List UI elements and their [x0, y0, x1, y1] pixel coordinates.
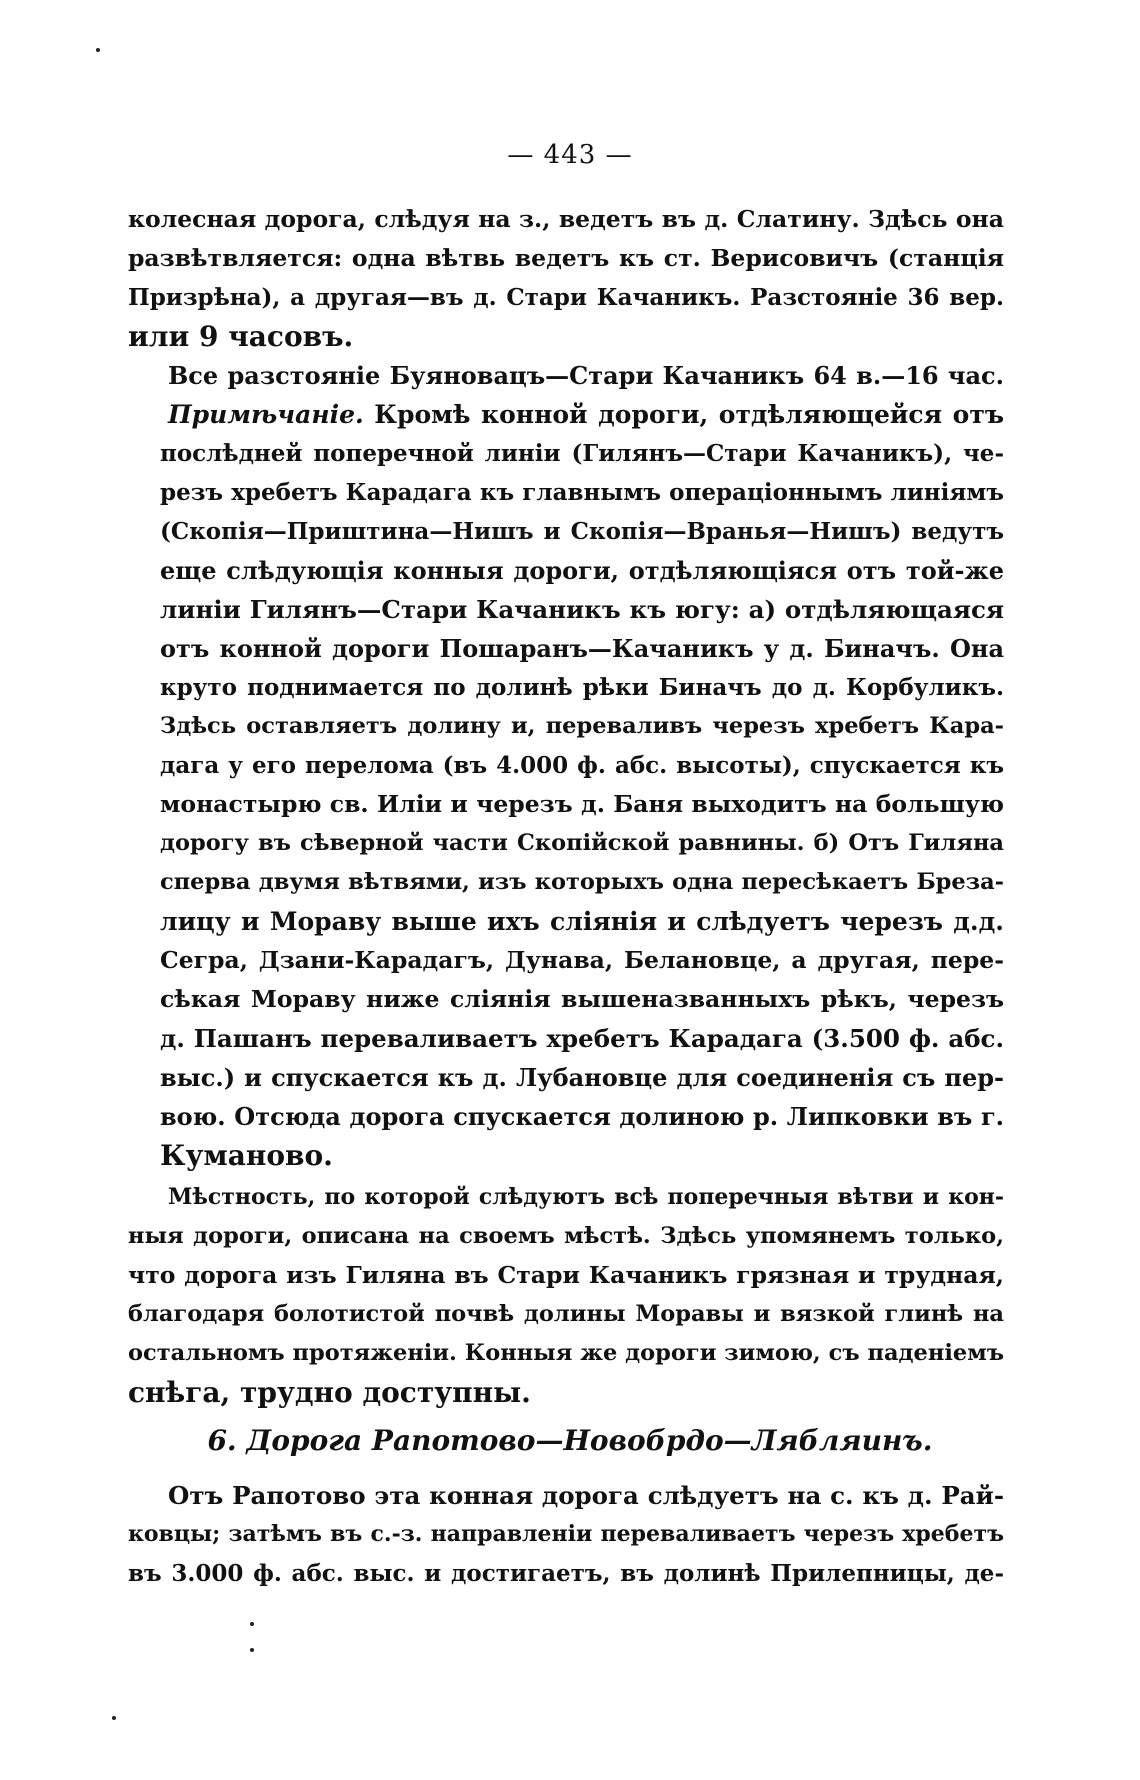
text-line: колесная дорога, слѣдуя на з., ведетъ въ д. Слатину. Здѣсь она [128, 205, 1004, 233]
text-line: линіи Гилянъ—Стари Качаникъ къ югу: а) отдѣляющаяся [160, 595, 1004, 624]
text-line: д. Пашанъ переваливаетъ хребетъ Карадага (3.500 ф. абс. [160, 1024, 1004, 1053]
text-line: Мѣстность, по которой слѣдуютъ всѣ поперечныя вѣтви и кон- [168, 1184, 1004, 1210]
text-line: дага у его перелома (въ 4.000 ф. абс. высоты), спускается къ [160, 752, 1004, 779]
text-line: (Скопія—Приштина—Нишъ и Скопія—Вранья—Нишъ) ведутъ [160, 518, 1004, 545]
paragraph-1 [128, 200, 1004, 356]
paragraph-4 [128, 1476, 1004, 1593]
text-line: Куманово. [160, 1139, 333, 1172]
text-line: монастырю св. Иліи и черезъ д. Баня выходитъ на большую [160, 790, 1004, 818]
text-line: что дорога изъ Гиляна въ Стари Качаникъ грязная и трудная, [128, 1261, 1004, 1289]
text-line: остальномъ протяженіи. Конныя же дороги зимою, съ паденіемъ [128, 1340, 1004, 1366]
text-line: лицу и Мораву выше ихъ сліянія и слѣдуетъ черезъ д.д. [160, 907, 1004, 936]
text-line: отъ конной дороги Пошаранъ—Качаникъ у д. Биначъ. Она [160, 634, 1004, 663]
text-line: Здѣсь оставляетъ долину и, переваливъ черезъ хребетъ Кара- [160, 713, 1004, 739]
note-label: Примѣчаніе. [168, 400, 364, 429]
scan-speck [112, 1716, 116, 1720]
scan-speck [250, 1648, 254, 1652]
text-line: резъ хребетъ Карадага къ главнымъ операціоннымъ линіямъ [160, 479, 1004, 506]
section-heading: 6. Дорога Рапотово—Новобрдо—Лябляинъ. [207, 1424, 933, 1457]
text-line: еще слѣдующія конныя дороги, отдѣляющіяся отъ той-же [160, 556, 1004, 585]
text-line: вою. Отсюда дорога спускается долиною р. Липковки въ г. [160, 1102, 1004, 1131]
text-line: или 9 часовъ. [128, 320, 354, 353]
text-line: дорогу въ сѣверной части Скопійской равнины. б) Отъ Гиляна [160, 830, 1004, 856]
text-line: сѣкая Мораву ниже сліянія вышеназванныхъ рѣкъ, черезъ [160, 985, 1004, 1013]
text-line: послѣдней поперечной линіи (Гилянъ—Стари Качаникъ), че- [160, 440, 1004, 467]
scan-speck [96, 48, 100, 52]
text-line: сперва двумя вѣтвями, изъ которыхъ одна пересѣкаетъ Бреза- [160, 869, 1004, 895]
scan-speck [250, 1622, 254, 1626]
note-first-line [128, 395, 1004, 434]
text-line: выс.) и спускается къ д. Лубановце для соединенія съ пер- [160, 1063, 1004, 1092]
text-line: снѣга, трудно доступны. [128, 1376, 531, 1409]
text-line: Сегра, Дзани-Карадагъ, Дунава, Белановце, а другая, пере- [160, 946, 1004, 974]
text-line: въ 3.000 ф. абс. выс. и достигаетъ, въ долинѣ Прилепницы, де- [128, 1560, 1004, 1587]
text-line: ныя дороги, описана на своемъ мѣстѣ. Здѣсь упомянемъ только, [128, 1223, 1004, 1249]
note-first-line-text: Кромѣ конной дороги, отдѣляющейся отъ [374, 400, 1004, 429]
text-line: ковцы; затѣмъ въ с.-з. направленіи переваливаетъ черезъ хребетъ [128, 1521, 1004, 1547]
paragraph-2 [128, 356, 1004, 395]
text-line: Все разстояніе Буяновацъ—Стари Качаникъ 64 в.—16 час. [168, 361, 1004, 390]
text-line: благодаря болотистой почвѣ долины Моравы и вязкой глинѣ на [128, 1301, 1004, 1327]
text-line: круто поднимается по долинѣ рѣки Биначъ до д. Корбуликъ. [160, 674, 1004, 701]
note-paragraph [128, 395, 1004, 1175]
page-number: — 443 — [507, 140, 633, 170]
paragraph-3 [128, 1178, 1004, 1412]
text-line: развѣтвляется: одна вѣтвь ведетъ къ ст. Верисовичъ (станція [128, 244, 1004, 272]
text-line: Призрѣна), а другая—въ д. Стари Качаникъ. Разстояніе 36 вер. [128, 284, 1004, 311]
note-body [128, 434, 1004, 1175]
text-line: Отъ Рапотово эта конная дорога слѣдуетъ на с. къ д. Рай- [168, 1481, 1004, 1510]
